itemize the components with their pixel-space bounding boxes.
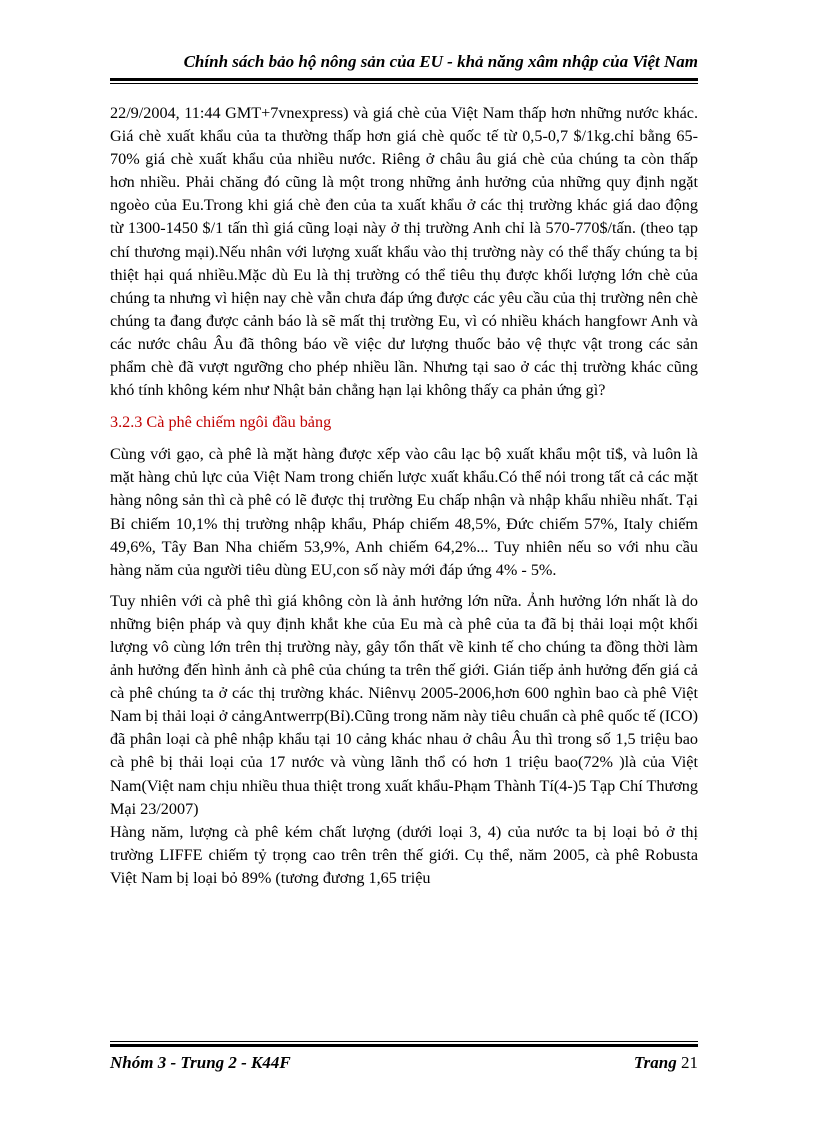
section-heading-coffee: 3.2.3 Cà phê chiếm ngôi đầu bảng xyxy=(110,413,332,432)
footer-page-number xyxy=(634,1050,698,1076)
footer-group-label: Nhóm 3 - Trung 2 - K44F xyxy=(110,1053,291,1072)
body-paragraph-coffee-quality: Hàng năm, lượng cà phê kém chất lượng (dưới loại 3, 4) của nước ta bị loại bỏ ở thị trường LIFFE chiếm tỷ trọng cao trên trên thế giới. Cụ thể, năm 2005, cà phê Robusta Việt Nam bị loại bỏ 89% (tương đương 1,65 triệu xyxy=(110,822,698,887)
page-label: Trang xyxy=(633,1053,677,1072)
page-header-title: Chính sách bảo hộ nông sản của EU - khả năng xâm nhập của Việt Nam xyxy=(183,52,698,71)
page-number: 21 xyxy=(681,1053,698,1072)
header-divider-thin xyxy=(110,83,698,84)
page-body xyxy=(110,102,698,1002)
header-divider-thick xyxy=(110,78,698,81)
body-paragraph-coffee-market: Cùng với gạo, cà phê là mặt hàng được xếp vào câu lạc bộ xuất khẩu một tỉ$, và luôn là mặt hàng chủ lực của Việt Nam trong chiến lược xuất khẩu.Có thể nói trong tất cả các mặt hàng nông sản thì cà phê có lẽ được thị trường Eu chấp nhận và nhập khẩu nhiều nhất. Tại Bỉ chiếm 10,1% thị trường nhập khẩu, Pháp chiếm 48,5%, Đức chiếm 57%, Italy chiếm 49,6%, Tây Ban Nha chiếm 53,9%, Anh chiếm 64,2%... Tuy nhiên nếu so với nhu cầu hàng năm của người tiêu dùng EU,con số này mới đáp ứng 4% - 5%. xyxy=(110,445,698,579)
footer-divider-thin xyxy=(110,1041,698,1042)
body-paragraph-tea-prices: 22/9/2004, 11:44 GMT+7vnexpress) và giá chè của Việt Nam thấp hơn những nước khác. Giá chè xuất khẩu của ta thường thấp hơn giá chè quốc tế từ 0,5-0,7 $/1kg.chỉ bằng 65-70% giá chè xuất khẩu của nhiều nước. Riêng ở châu âu giá chè của chúng ta còn thấp hơn nhiều. Phải chăng đó cũng là một trong những ảnh hưởng của những quy định ngặt ngoèo của Eu.Trong khi giá chè đen của ta xuất khẩu ở các thị trường khác giá dao động từ 1300-1450 $/1 tấn thì giá cũng loại này ở thị trường Anh chỉ là 570-770$/tấn. (theo tạp chí thương mại).Nếu nhân với lượng xuất khẩu vào thị trường này có thể thấy chúng ta bị thiệt hại quá nhiều.Mặc dù Eu là thị trường có thể tiêu thụ được khối lượng lớn chè của chúng ta nhưng vì hiện nay chè vẫn chưa đáp ứng được các yêu cầu của thị trường nên chè chúng ta đang được cảnh báo là sẽ mất thị trường Eu, vì có nhiều khách hangfowr Anh và các nước châu Âu đã thông báo về việc dư lượng thuốc bảo vệ thực vật trong các sản phẩm chè đã vượt ngưỡng cho phép nhiều lần. Nhưng tại sao ở các thị trường khác cũng khó tính không kém như Nhật bản chẳng hạn lại không thấy ca phản ứng gì? xyxy=(110,104,698,400)
footer-divider-thick xyxy=(110,1044,698,1047)
body-paragraph-coffee-rejections: Tuy nhiên với cà phê thì giá không còn là ảnh hưởng lớn nữa. Ảnh hưởng lớn nhất là do những biện pháp và quy định khắt khe của Eu mà cà phê của ta đã bị thải loại một khối lượng vô cùng lớn trên thị trường này, gây tổn thất về kinh tế cho chúng ta đồng thời làm ảnh hưởng đến hình ảnh cà phê của chúng ta trên thế giới. Gián tiếp ảnh hưởng đến giá cả cà phê chúng ta ở các thị trường khác. Niênvụ 2005-2006,hơn 600 nghìn bao cà phê Việt Nam bị thải loại ở cảngAntwerrp(Bỉ).Cũng trong năm này tiêu chuẩn cà phê quốc tế (ICO) đã phân loại cà phê nhập khẩu tại 10 cảng khác nhau ở châu Âu thì trong số 1,5 triệu bao cà phê bị thải loại của 17 nước và vùng lãnh thổ có hơn 1 triệu bao(72% )là của Việt Nam(Việt nam chịu nhiều thua thiệt trong xuất khẩu-Phạm Thành Tí(4-)5 Tạp Chí Thương Mại 23/2007) xyxy=(110,591,698,818)
